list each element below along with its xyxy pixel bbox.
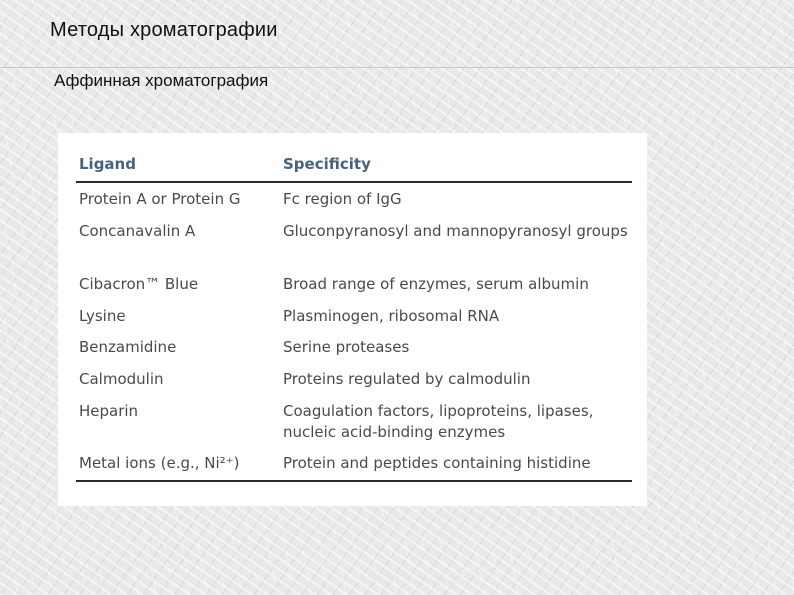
header-specificity: Specificity <box>283 155 371 173</box>
specificity-cell: Coagulation factors, lipoproteins, lipases, nucleic acid-binding enzymes <box>283 402 594 441</box>
specificity-cell: Plasminogen, ribosomal RNA <box>283 307 500 325</box>
specificity-cell: Gluconpyranosyl and mannopyranosyl groups <box>283 222 628 240</box>
title-divider <box>0 67 794 68</box>
ligand-cell: Lysine <box>79 307 126 325</box>
specificity-cell: Broad range of enzymes, serum albumin <box>283 275 589 293</box>
ligand-cell: Heparin <box>79 402 139 420</box>
slide-title: Методы хроматографии <box>50 19 278 41</box>
ligand-specificity-table <box>58 133 647 506</box>
specificity-cell: Protein and peptides containing histidine <box>283 454 591 472</box>
ligand-cell: Metal ions (e.g., Ni²⁺) <box>79 454 240 472</box>
ligand-cell: Concanavalin A <box>79 222 196 240</box>
ligand-cell: Cibacron™ Blue <box>79 275 199 293</box>
slide-subtitle: Аффинная хроматография <box>54 71 269 90</box>
header-rule <box>76 181 632 183</box>
table-header-row <box>58 155 647 177</box>
ligand-cell: Benzamidine <box>79 338 177 356</box>
ligand-cell: Calmodulin <box>79 370 164 388</box>
specificity-cell: Proteins regulated by calmodulin <box>283 370 531 388</box>
specificity-cell: Serine proteases <box>283 338 410 356</box>
table-bottom-rule <box>76 480 632 482</box>
ligand-cell: Protein A or Protein G <box>79 190 241 208</box>
header-ligand: Ligand <box>79 155 136 173</box>
specificity-cell: Fc region of IgG <box>283 190 402 208</box>
